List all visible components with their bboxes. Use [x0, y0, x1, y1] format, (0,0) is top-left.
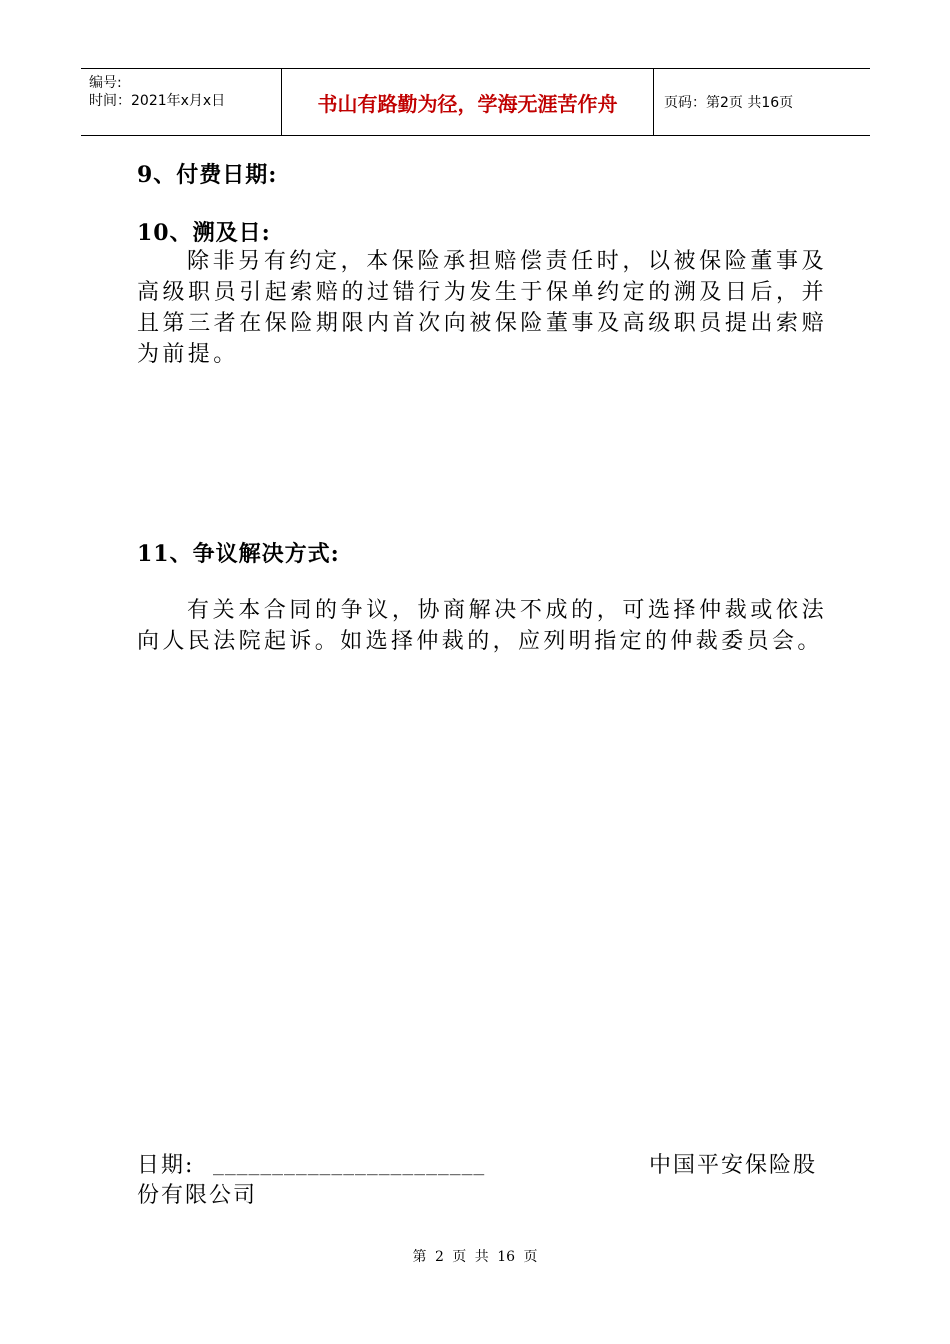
document-time-label: 时间：2021年x月x日 — [89, 93, 226, 109]
section-11-paragraph: 有关本合同的争议，协商解决不成的，可选择仲裁或依法向人民法院起诉。如选择仲裁的，应列明指定的仲裁委员会。 — [137, 598, 827, 654]
header-motto: 书山有路勤为径，学海无涯苦作舟 — [281, 69, 654, 135]
section-9-heading: 9、付费日期: — [137, 162, 278, 188]
header-page-info: 页码：第2页 共16页 — [664, 95, 794, 111]
section-10-heading: 10、溯及日: — [137, 220, 271, 246]
signature-company-line2: 份有限公司 — [137, 1183, 258, 1208]
signature-date-label: 日期: — [137, 1153, 195, 1178]
header-meta — [81, 69, 281, 135]
signature-row — [137, 1150, 817, 1182]
section-11-heading: 11、争议解决方式: — [137, 541, 340, 567]
section-10-paragraph: 除非另有约定，本保险承担赔偿责任时，以被保险董事及高级职员引起索赔的过错行为发生于保单约定的溯及日后，并且第三者在保险期限内首次向被保险董事及高级职员提出索赔为前提。 — [137, 249, 827, 367]
page-header — [81, 68, 870, 136]
document-number-label: 编号: — [89, 75, 122, 91]
signature-date-blank: _______________________ — [213, 1155, 486, 1176]
signature-company-line1: 中国平安保险股 — [648, 1153, 817, 1178]
page-footer: 第 2 页 共 16 页 — [412, 1249, 538, 1265]
